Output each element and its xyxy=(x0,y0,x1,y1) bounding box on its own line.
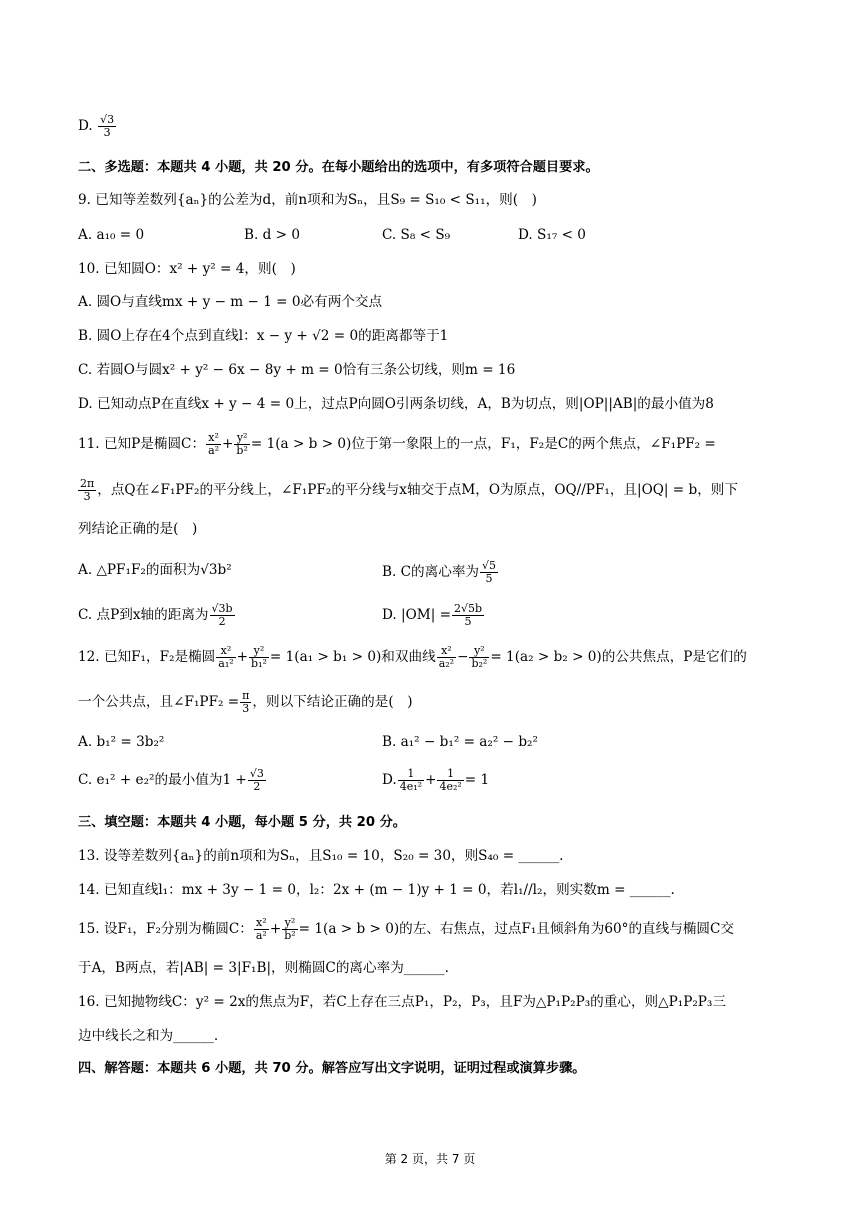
fraction xyxy=(98,114,116,139)
question-9-option-b: B. d > 0 xyxy=(244,227,301,243)
text: D. xyxy=(382,772,397,788)
fraction-numerator: y² xyxy=(234,432,249,445)
text: = 1 xyxy=(464,772,490,788)
question-10-option-b: B. 圆O上存在4个点到直线l：x − y + √2 = 0的距离都等于1 xyxy=(78,328,449,344)
fraction xyxy=(398,768,424,793)
fraction-numerator: x² xyxy=(206,432,221,445)
fraction-denominator: a₂² xyxy=(438,657,455,670)
question-15-line-1 xyxy=(78,917,800,942)
question-11-option-c xyxy=(78,602,236,628)
question-11-option-b xyxy=(382,560,499,585)
fraction-denominator: a² xyxy=(255,929,267,942)
question-9-option-d: D. S₁₇ < 0 xyxy=(518,227,586,243)
fraction-denominator: 2 xyxy=(218,615,226,628)
operator: − xyxy=(457,649,469,665)
operator: + xyxy=(269,921,282,937)
text: B. C的离心率为 xyxy=(382,564,480,580)
fraction-denominator: 5 xyxy=(485,572,493,585)
question-10-option-d: D. 已知动点P在直线x + y − 4 = 0上，过点P向圆O引两条切线，A，B为切点，则|OP||AB|的最小值为8 xyxy=(78,396,714,412)
text: C. e₁² + e₂²的最小值为1 + xyxy=(78,772,247,788)
fraction-denominator: b₁² xyxy=(251,657,267,670)
text: D. |OM| = xyxy=(382,607,451,623)
fraction-numerator: √3 xyxy=(100,113,115,126)
fraction-denominator: 4e₂² xyxy=(439,780,462,793)
fraction-numerator: π xyxy=(242,689,250,702)
fraction-denominator: 3 xyxy=(242,702,250,715)
question-10-option-a: A. 圆O与直线mx + y − m − 1 = 0必有两个交点 xyxy=(78,294,383,310)
fraction-numerator: 2√5b xyxy=(454,602,483,615)
question-9-options xyxy=(78,225,800,245)
question-12-stem-line-1 xyxy=(78,645,800,670)
page-footer: 第 2 页，共 7 页 xyxy=(384,1152,476,1166)
fraction-numerator: x² xyxy=(254,917,269,930)
fraction-denominator: b² xyxy=(284,929,296,942)
fraction-numerator: √3b xyxy=(211,602,233,615)
operator: + xyxy=(236,649,249,665)
question-9-option-c: C. S₈ < S₉ xyxy=(382,227,451,243)
question-9-stem: 9. 已知等差数列{aₙ}的公差为d，前n项和为Sₙ，且S₉ = S₁₀ < S₁₁，则( ) xyxy=(78,192,537,208)
fraction-numerator: x² xyxy=(216,645,235,658)
question-12-option-a: A. b₁² = 3b₂² xyxy=(78,734,165,750)
section-solutions-heading: 四、解答题：本题共 6 小题，共 70 分。解答应写出文字说明，证明过程或演算步骤。 xyxy=(78,1061,586,1076)
text: C. 点P到x轴的距离为 xyxy=(78,607,209,623)
question-11-stem-line-3: 列结论正确的是( ) xyxy=(78,521,198,537)
question-12-options-row-1 xyxy=(78,732,800,752)
fraction xyxy=(480,560,498,585)
question-9-option-a: A. a₁₀ = 0 xyxy=(78,227,145,243)
text: = 1(a > b > 0)的左、右焦点，过点F₁且倾斜角为60°的直线与椭圆C交 xyxy=(298,921,735,937)
text: 15. 设F₁，F₂分别为椭圆C： xyxy=(78,921,253,937)
fraction xyxy=(206,432,221,457)
fraction-numerator: y² xyxy=(249,645,269,658)
fraction-denominator: a₁² xyxy=(218,657,234,670)
question-10-stem: 10. 已知圆O：x² + y² = 4，则( ) xyxy=(78,261,296,277)
fraction xyxy=(437,645,456,670)
text: ，点Q在∠F₁PF₂的平分线上，∠F₁PF₂的平分线与x轴交于点M，O为原点，OQ//PF₁，且|OQ| = b，则下 xyxy=(97,482,738,498)
fraction-denominator: a² xyxy=(208,444,220,457)
question-11-option-d xyxy=(382,603,485,628)
fraction xyxy=(78,478,96,503)
fraction xyxy=(282,917,297,942)
question-11-option-a: A. △PF₁F₂的面积为√3b² xyxy=(78,562,232,578)
question-14: 14. 已知直线l₁：mx + 3y − 1 = 0，l₂：2x + (m − 1)y + 1 = 0，若l₁//l₂，则实数m = ______. xyxy=(78,882,675,898)
fraction xyxy=(234,432,249,457)
section-multiple-choice-heading: 二、多选题：本题共 4 小题，共 20 分。在每小题给出的选项中，有多项符合题目要求。 xyxy=(78,160,599,175)
question-15-line-2: 于A，B两点，若|AB| = 3|F₁B|，则椭圆C的离心率为______. xyxy=(78,960,449,976)
fraction-numerator: √5 xyxy=(482,559,497,572)
question-12-option-b: B. a₁² − b₁² = a₂² − b₂² xyxy=(382,734,538,750)
fraction-denominator: b₂² xyxy=(471,657,488,670)
question-16-line-1: 16. 已知抛物线C：y² = 2x的焦点为F，若C上存在三点P₁，P₂，P₃，且F为△P₁P₂P₃的重心，则△P₁P₂P₃三 xyxy=(78,994,726,1010)
question-12-option-d xyxy=(382,768,489,793)
fraction xyxy=(452,603,484,628)
question-10-option-c: C. 若圆O与圆x² + y² − 6x − 8y + m = 0恰有三条公切线，则m = 16 xyxy=(78,362,516,378)
fraction-numerator: 1 xyxy=(437,768,463,781)
fraction xyxy=(216,645,235,670)
fraction xyxy=(248,768,266,793)
fraction-numerator: √3 xyxy=(249,767,264,780)
fraction-denominator: 4e₁² xyxy=(399,780,423,793)
fraction xyxy=(254,917,269,942)
prev-option-d xyxy=(78,114,800,139)
text: 12. 已知F₁，F₂是椭圆 xyxy=(78,649,216,665)
option-label: D. xyxy=(78,118,93,134)
fraction-numerator: y² xyxy=(282,917,297,930)
operator: + xyxy=(425,772,437,788)
text: 11. 已知P是椭圆C： xyxy=(78,436,206,452)
fraction-denominator: 5 xyxy=(464,615,472,628)
fraction-denominator: 3 xyxy=(103,126,111,139)
fraction-numerator: 1 xyxy=(398,768,424,781)
fraction-denominator: b² xyxy=(236,444,248,457)
operator: + xyxy=(222,436,234,452)
text: = 1(a > b > 0)位于第一象限上的一点，F₁，F₂是C的两个焦点，∠F₁PF₂ = xyxy=(250,436,716,452)
question-12-option-c xyxy=(78,767,267,793)
question-11-stem-line-1 xyxy=(78,432,800,457)
fraction-numerator: y² xyxy=(469,645,489,658)
text: 一个公共点，且∠F₁PF₂ = xyxy=(78,694,240,710)
text: ，则以下结论正确的是( ) xyxy=(252,694,413,710)
question-16-line-2: 边中线长之和为______. xyxy=(78,1028,219,1044)
question-13: 13. 设等差数列{aₙ}的前n项和为Sₙ，且S₁₀ = 10，S₂₀ = 30，则S₄₀ = ______. xyxy=(78,848,564,864)
fraction xyxy=(240,690,251,715)
text: = 1(a₂ > b₂ > 0)的公共焦点，P是它们的 xyxy=(490,649,747,665)
text: = 1(a₁ > b₁ > 0)和双曲线 xyxy=(269,649,436,665)
fraction-numerator: x² xyxy=(437,645,456,658)
section-fill-in-heading: 三、填空题：本题共 4 小题，每小题 5 分，共 20 分。 xyxy=(78,815,406,830)
question-11-options-row-2 xyxy=(78,603,800,628)
fraction xyxy=(249,645,269,670)
question-12-options-row-2 xyxy=(78,768,800,793)
fraction xyxy=(469,645,489,670)
question-12-stem-line-2 xyxy=(78,690,800,715)
fraction-denominator: 3 xyxy=(83,490,91,503)
fraction-numerator: 2π xyxy=(80,477,95,490)
question-11-options-row-1 xyxy=(78,559,800,585)
fraction-denominator: 2 xyxy=(253,780,261,793)
fraction xyxy=(210,603,235,628)
fraction xyxy=(437,768,463,793)
question-11-stem-line-2 xyxy=(78,478,800,503)
